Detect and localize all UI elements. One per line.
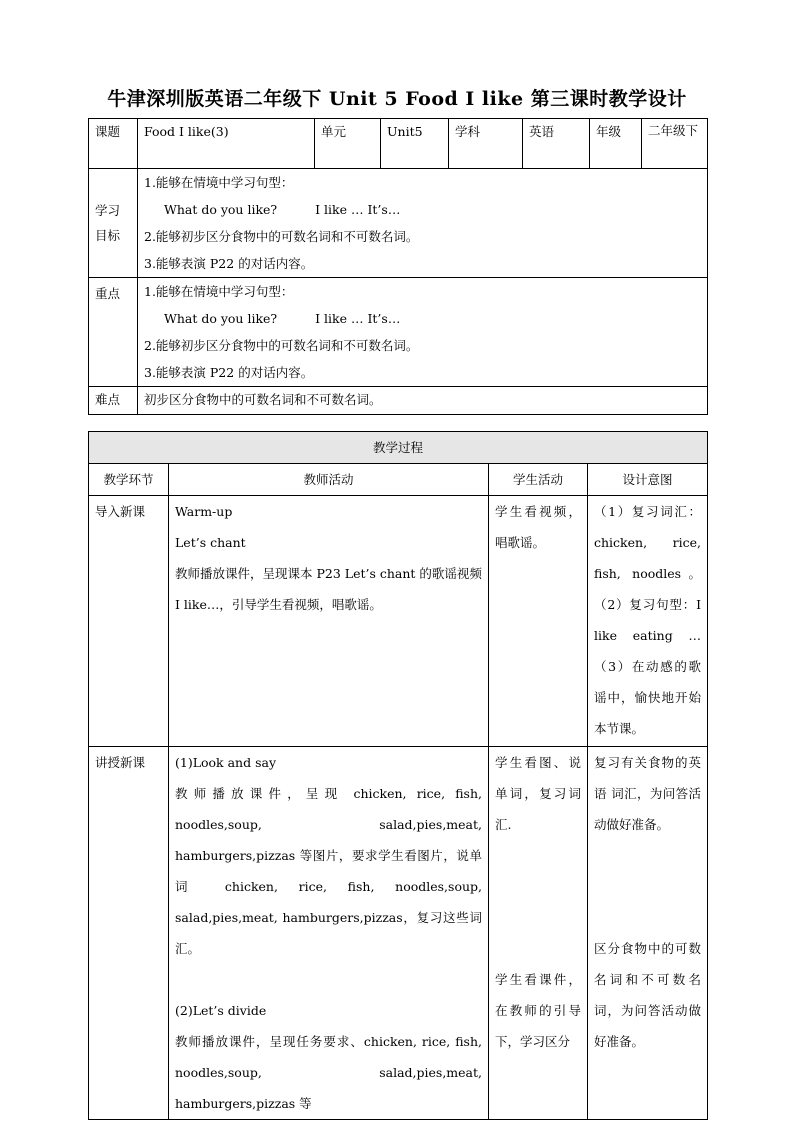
- warmup-title: Warm-up: [175, 504, 233, 519]
- process-header: 教学过程: [89, 432, 708, 464]
- chant-description: 教师播放课件，呈现课本 P23 Let’s chant 的歌谣视频 I like…，引导学生看视频，唱歌谣。: [175, 566, 482, 612]
- intent-divide: 区分食物中的可数名词和不可数名词，为问答活动做好准备。: [594, 941, 702, 1049]
- topic-value: Food I like(3): [138, 119, 315, 169]
- column-teacher: 教师活动: [169, 464, 489, 496]
- goal-sentences: What do you like? I like … It’s…: [164, 202, 401, 217]
- goal-line-2: 2.能够初步区分食物中的可数名词和不可数名词。: [144, 229, 419, 244]
- grade-label: 年级: [590, 119, 642, 169]
- key-points-label: 重点: [89, 278, 138, 387]
- topic-label: 课题: [89, 119, 138, 169]
- column-header-row: [89, 464, 708, 496]
- topic-row: [89, 119, 708, 169]
- column-student: 学生活动: [489, 464, 588, 496]
- chant-title: Let’s chant: [175, 535, 246, 550]
- lesson-info-table: [88, 118, 708, 415]
- process-row-intro: [89, 496, 708, 747]
- process-row-new: [89, 747, 708, 1120]
- grade-value: 二年级下: [642, 119, 708, 169]
- column-intent: 设计意图: [588, 464, 708, 496]
- goal-line-1: 1.能够在情境中学习句型：: [144, 175, 294, 190]
- key-line-2: 2.能够初步区分食物中的可数名词和不可数名词。: [144, 338, 419, 353]
- unit-value: Unit5: [381, 119, 449, 169]
- key-points-row: [89, 278, 708, 387]
- student-activity-new: [489, 747, 588, 1120]
- goals-row: [89, 169, 708, 278]
- process-header-row: [89, 432, 708, 464]
- design-intent-intro: （1）复习词汇：chicken, rice, fish, noodles。（2）复习句型：I like eating … （3）在动感的歌谣中，愉快地开始本节课。: [588, 496, 708, 747]
- student-look-and-say: 学生看图、说单词，复习词汇.: [495, 755, 581, 832]
- subject-value: 英语: [523, 119, 590, 169]
- teacher-activity-intro: [169, 496, 489, 747]
- stage-new: 讲授新课: [89, 747, 169, 1120]
- column-stage: 教学环节: [89, 464, 169, 496]
- subject-label: 学科: [449, 119, 523, 169]
- page-title: 牛津深圳版英语二年级下 Unit 5 Food I like 第三课时教学设计: [107, 88, 687, 110]
- teaching-process-table: [88, 431, 708, 1120]
- student-activity-intro: 学生看视频，唱歌谣。: [489, 496, 588, 747]
- key-line-3: 3.能够表演 P22 的对话内容。: [144, 365, 314, 380]
- goal-line-3: 3.能够表演 P22 的对话内容。: [144, 256, 314, 271]
- key-line-1: 1.能够在情境中学习句型：: [144, 284, 294, 299]
- intent-vocabulary: 复习有关食物的英语 词汇，为问答活动做好准备。: [594, 755, 702, 832]
- divide-title: (2)Let’s divide: [175, 1003, 267, 1018]
- goals-content: [138, 169, 708, 278]
- teacher-activity-new: [169, 747, 489, 1120]
- design-intent-new: [588, 747, 708, 1120]
- key-points-content: [138, 278, 708, 387]
- stage-intro: 导入新课: [89, 496, 169, 747]
- goals-label: 学习目标: [89, 169, 138, 278]
- difficulty-label: 难点: [89, 387, 138, 415]
- difficulty-row: [89, 387, 708, 415]
- look-and-say-title: (1)Look and say: [175, 755, 277, 770]
- key-sentences: What do you like? I like … It’s…: [164, 311, 401, 326]
- look-and-say-body: 教师播放课件，呈现 chicken, rice, fish, noodles,soup, salad,pies,meat, hamburgers,pizzas 等图片，要求学生看图片，说单词 chicken, rice, fish, noodles,soup, salad,pies,meat, hamburgers,pizzas，复习这些词汇。: [175, 786, 482, 956]
- difficulty-value: 初步区分食物中的可数名词和不可数名词。: [138, 387, 708, 415]
- unit-label: 单元: [315, 119, 381, 169]
- divide-body: 教师播放课件，呈现任务要求、chicken, rice, fish, noodles,soup, salad,pies,meat, hamburgers,pizzas 等: [175, 1034, 482, 1111]
- student-divide: 学生看课件，在教师的引导下，学习区分: [495, 972, 581, 1049]
